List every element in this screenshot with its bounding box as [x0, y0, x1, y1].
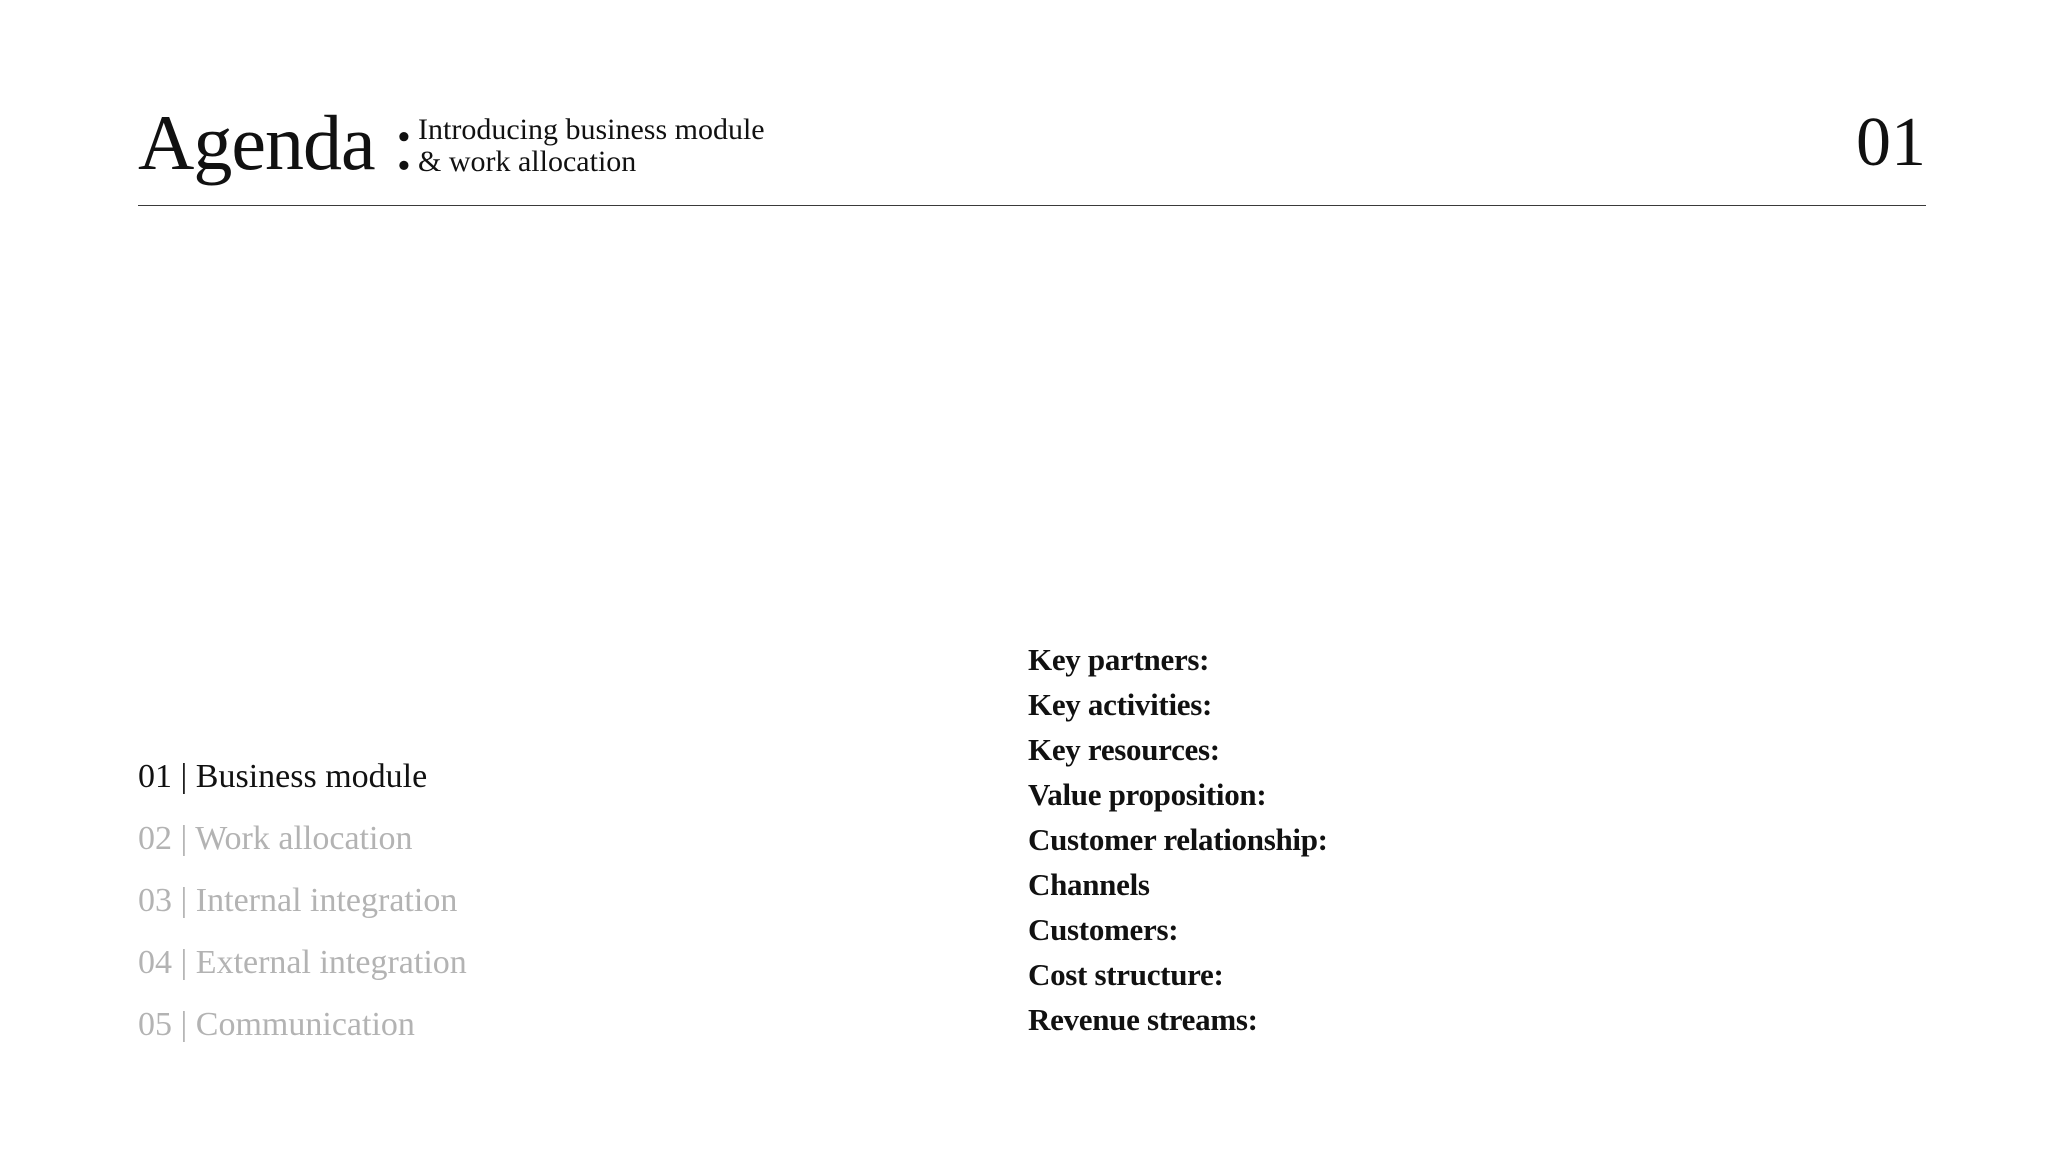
module-item-cost-structure: Cost structure: — [1028, 957, 1224, 992]
module-item-key-partners: Key partners: — [1028, 642, 1210, 677]
business-module-list — [1028, 637, 1328, 1042]
agenda-item-communication[interactable]: 05 | Communication — [138, 1006, 415, 1043]
module-item-value-proposition: Value proposition: — [1028, 777, 1267, 812]
module-item-revenue-streams: Revenue streams: — [1028, 1002, 1258, 1037]
module-item-key-resources: Key resources: — [1028, 732, 1220, 767]
page-title: Agenda : — [138, 99, 414, 186]
agenda-item-external-integration[interactable]: 04 | External integration — [138, 944, 467, 981]
subtitle-line-2: & work allocation — [418, 145, 637, 178]
header-divider — [138, 205, 1926, 206]
slide-header — [138, 100, 1926, 206]
page-subtitle — [418, 114, 765, 178]
agenda-item-internal-integration[interactable]: 03 | Internal integration — [138, 882, 458, 919]
module-item-key-activities: Key activities: — [1028, 687, 1213, 722]
subtitle-line-1: Introducing business module — [418, 113, 765, 146]
module-item-customer-relationship: Customer relationship: — [1028, 822, 1328, 857]
agenda-item-work-allocation[interactable]: 02 | Work allocation — [138, 820, 413, 857]
page-number: 01 — [1856, 104, 1926, 181]
agenda-item-business-module[interactable]: 01 | Business module — [138, 758, 428, 795]
agenda-list — [138, 746, 467, 1056]
module-item-customers: Customers: — [1028, 912, 1179, 947]
module-item-channels: Channels — [1028, 867, 1150, 902]
